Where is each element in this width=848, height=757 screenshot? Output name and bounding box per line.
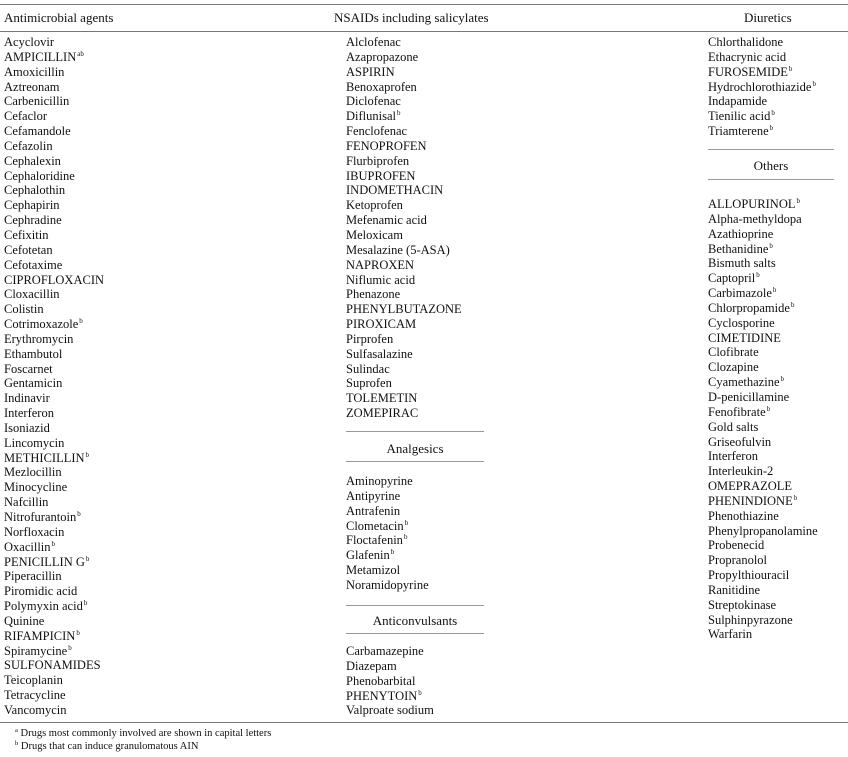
drug-name: Amoxicillin <box>4 64 65 79</box>
drug-item <box>4 555 104 570</box>
drug-item <box>346 347 462 362</box>
drug-name: Phenothiazine <box>708 508 779 523</box>
drug-item <box>708 301 818 316</box>
drug-item <box>708 479 818 494</box>
analgesics-bottom-rule <box>346 461 484 462</box>
drug-name: TOLEMETIN <box>346 391 418 406</box>
footnote-marker: b <box>85 450 90 459</box>
drug-name: Antipyrine <box>346 488 401 503</box>
drug-item <box>708 35 816 50</box>
drug-name: Cyamethazine <box>708 375 780 390</box>
drug-item <box>708 420 818 435</box>
drug-item <box>346 332 462 347</box>
drug-name: NAPROXEN <box>346 257 415 272</box>
drug-name: Flurbiprofen <box>346 153 410 168</box>
drug-name: Aztreonam <box>4 79 60 94</box>
drug-item <box>4 109 104 124</box>
drug-name: Nafcillin <box>4 495 49 510</box>
drug-item <box>708 316 818 331</box>
drug-name: Antrafenin <box>346 503 401 518</box>
drug-item <box>4 183 104 198</box>
drug-item <box>4 569 104 584</box>
drug-name: Colistin <box>4 302 44 317</box>
drug-name: Bethanidine <box>708 241 769 256</box>
drug-item <box>4 525 104 540</box>
others-bottom-rule <box>708 179 834 180</box>
drug-item <box>4 169 104 184</box>
drug-name: Gentamicin <box>4 376 63 391</box>
anticonvulsants-list <box>346 644 434 718</box>
footnote-marker: b <box>796 197 800 205</box>
drug-name: Niflumic acid <box>346 272 416 287</box>
drug-item <box>708 65 816 80</box>
drug-name: Cefazolin <box>4 138 53 153</box>
drug-name: Indapamide <box>708 94 768 109</box>
drug-item <box>346 376 462 391</box>
footnote-marker: b <box>51 539 56 548</box>
footnote-marker: b <box>756 271 760 280</box>
drug-item <box>346 474 429 489</box>
drug-item <box>346 659 434 674</box>
drug-item <box>4 362 104 377</box>
drug-name: Ethacrynic acid <box>708 49 787 64</box>
footnote-marker: b <box>788 64 793 73</box>
drug-name: Nitrofurantoin <box>4 510 77 524</box>
drug-name: Alclofenac <box>346 35 401 49</box>
drug-item <box>4 391 104 406</box>
drug-item <box>708 212 818 227</box>
drug-item <box>346 109 462 124</box>
drug-name: Vancomycin <box>4 702 67 717</box>
drug-name: Mesalazine (5-ASA) <box>346 242 450 257</box>
drug-name: SULFONAMIDES <box>4 658 101 673</box>
drug-item <box>346 124 462 139</box>
drug-item <box>4 510 104 525</box>
drug-item <box>346 139 462 154</box>
drug-item <box>346 287 462 302</box>
subheader-others: Others <box>753 158 789 173</box>
drug-item <box>4 287 104 302</box>
drug-name: Chlorpropamide <box>708 300 790 315</box>
drug-name: Alpha-methyldopa <box>708 211 802 226</box>
drug-name: Norfloxacin <box>4 524 65 539</box>
drug-item <box>346 533 429 548</box>
drug-name: Cefamandole <box>4 124 71 139</box>
drug-name: Pirprofen <box>346 331 394 346</box>
drug-item <box>4 495 104 510</box>
drug-item <box>4 688 104 703</box>
drug-name: Cephradine <box>4 213 62 228</box>
anticonvulsants-bottom-rule <box>346 633 484 634</box>
drug-item <box>708 538 818 553</box>
drug-name: Ranitidine <box>708 582 761 597</box>
drug-item <box>4 658 104 673</box>
footnote-a <box>14 727 271 740</box>
drug-item <box>4 465 104 480</box>
footnote-b-mark: b <box>15 740 19 747</box>
drug-item <box>4 50 104 65</box>
drug-name: Carbamazepine <box>346 644 424 658</box>
drug-name: Diflunisal <box>346 109 396 124</box>
drug-item <box>346 213 462 228</box>
footnote-marker: b <box>772 286 777 295</box>
footnote-marker: b <box>418 688 422 697</box>
subheader-analgesics: Analgesics <box>386 441 444 456</box>
drug-name: Lincomycin <box>4 435 65 450</box>
footnote-a-mark: a <box>15 727 18 734</box>
drug-item <box>4 614 104 629</box>
drug-item <box>708 568 818 583</box>
drug-name: Tienilic acid <box>708 109 771 124</box>
footnote-marker: b <box>769 241 773 250</box>
drug-item <box>708 405 818 420</box>
drug-item <box>346 406 462 421</box>
drug-name: Interferon <box>708 449 758 464</box>
footnote-a-text: Drugs most commonly involved are shown in capital letters <box>20 728 272 739</box>
drug-item <box>346 183 462 198</box>
drug-name: Azapropazone <box>346 49 419 64</box>
drug-name: Cephapirin <box>4 198 60 213</box>
drug-item <box>4 273 104 288</box>
drug-item <box>346 169 462 184</box>
drug-name: ASPIRIN <box>346 64 395 79</box>
drug-name: Clofibrate <box>708 345 759 360</box>
drug-item <box>708 50 816 65</box>
drug-item <box>708 583 818 598</box>
drug-item <box>4 65 104 80</box>
drug-item <box>708 286 818 301</box>
header-antimicrobial: Antimicrobial agents <box>4 10 114 25</box>
drug-name: Cotrimoxazole <box>4 317 79 332</box>
footnote-marker: b <box>793 493 798 502</box>
drug-item <box>4 376 104 391</box>
drug-item <box>4 629 104 644</box>
drug-item <box>708 494 818 509</box>
footnote-marker: b <box>397 109 401 118</box>
drug-item <box>346 35 462 50</box>
drug-item <box>708 613 818 628</box>
footnote-b-text: Drugs that can induce granulomatous AIN <box>20 741 199 752</box>
drug-name: Benoxaprofen <box>346 79 417 94</box>
drug-item <box>346 273 462 288</box>
drug-name: Sulfasalazine <box>346 346 413 361</box>
footnote-marker: b <box>68 643 72 652</box>
drug-name: Cephalothin <box>4 183 66 198</box>
footnote-marker: b <box>769 124 774 133</box>
drug-name: Piperacillin <box>4 569 62 584</box>
drug-item <box>4 673 104 688</box>
footnote-b <box>14 740 198 753</box>
drug-name: Fenofibrate <box>708 404 766 419</box>
drug-item <box>4 258 104 273</box>
drug-name: Propranolol <box>708 553 768 568</box>
drug-name: RIFAMPICIN <box>4 628 76 643</box>
drug-item <box>708 524 818 539</box>
drug-name: Mefenamic acid <box>346 213 427 228</box>
drug-name: Phenobarbital <box>346 673 416 688</box>
header-bottom-rule <box>0 31 848 32</box>
drug-name: D-penicillamine <box>708 389 790 404</box>
drug-name: Isoniazid <box>4 420 50 435</box>
drug-name: Erythromycin <box>4 331 74 346</box>
drug-name: Interleukin-2 <box>708 464 774 479</box>
drug-item <box>708 256 818 271</box>
drug-name: METHICILLIN <box>4 450 85 465</box>
header-nsaids: NSAIDs including salicylates <box>334 10 489 25</box>
drug-item <box>4 599 104 614</box>
drug-name: Valproate sodium <box>346 703 434 718</box>
drug-name: Cephaloridine <box>4 168 75 183</box>
drug-item <box>4 451 104 466</box>
drug-name: Oxacillin <box>4 539 51 554</box>
drug-name: Floctafenin <box>346 533 403 548</box>
drug-item <box>4 703 104 718</box>
drug-name: Metamizol <box>346 563 401 578</box>
footnote-marker: b <box>390 548 395 557</box>
drug-name: Meloxicam <box>346 227 403 242</box>
drug-item <box>708 109 816 124</box>
footnote-marker: b <box>812 79 816 88</box>
footnote-marker: b <box>83 599 88 608</box>
drug-name: Bismuth salts <box>708 256 776 271</box>
drug-name: OMEPRAZOLE <box>708 479 793 494</box>
drug-name: Interferon <box>4 406 54 421</box>
drug-name: Clozapine <box>708 360 759 375</box>
drug-item <box>708 435 818 450</box>
drug-item <box>346 94 462 109</box>
drug-name: Minocycline <box>4 480 68 495</box>
drug-name: PIROXICAM <box>346 317 417 332</box>
footnote-marker: b <box>79 317 83 326</box>
drug-name: Tetracycline <box>4 688 66 703</box>
drug-name: FUROSEMIDE <box>708 64 788 79</box>
drug-item <box>708 271 818 286</box>
drug-name: INDOMETHACIN <box>346 183 444 198</box>
drug-item <box>4 584 104 599</box>
footnote-marker: b <box>85 554 90 563</box>
drug-item <box>346 80 462 95</box>
drug-name: Cephalexin <box>4 153 61 168</box>
drug-name: Carbimazole <box>708 286 772 301</box>
drug-item <box>708 375 818 390</box>
table-top-rule <box>0 4 848 5</box>
drug-name: Clometacin <box>346 518 404 533</box>
drug-item <box>346 703 434 718</box>
drug-item <box>4 154 104 169</box>
drug-name: Ketoprofen <box>346 198 403 213</box>
drug-name: Cefotetan <box>4 242 53 257</box>
drug-name: Piromidic acid <box>4 584 78 599</box>
drug-item <box>708 242 818 257</box>
drug-item <box>346 258 462 273</box>
drug-item <box>4 243 104 258</box>
drug-item <box>4 139 104 154</box>
drug-name: Diclofenac <box>346 94 401 109</box>
drug-name: ZOMEPIRAC <box>346 406 419 421</box>
drug-item <box>4 317 104 332</box>
drug-name: AMPICILLIN <box>4 49 77 64</box>
drug-item <box>708 553 818 568</box>
drug-name: Cyclosporine <box>708 315 775 330</box>
drug-name: PENICILLIN G <box>4 554 85 569</box>
drug-item <box>4 302 104 317</box>
drug-item <box>346 317 462 332</box>
drug-item <box>708 509 818 524</box>
drug-name: Warfarin <box>708 627 753 642</box>
drug-item <box>4 80 104 95</box>
header-diuretics: Diuretics <box>744 10 792 25</box>
drug-item <box>708 227 818 242</box>
drug-item <box>708 94 816 109</box>
drug-item <box>4 540 104 555</box>
footnote-marker: b <box>780 375 784 384</box>
drug-item <box>346 362 462 377</box>
drug-item <box>346 154 462 169</box>
drug-name: Glafenin <box>346 548 390 563</box>
drug-name: Polymyxin acid <box>4 599 83 614</box>
drug-item <box>708 390 818 405</box>
footnote-marker: b <box>77 510 81 518</box>
drug-item <box>708 124 816 139</box>
drug-item <box>4 332 104 347</box>
drug-item <box>346 391 462 406</box>
drug-name: Spiramycine <box>4 643 68 658</box>
drug-item <box>4 94 104 109</box>
drug-name: Foscarnet <box>4 361 53 376</box>
drug-name: Triamterene <box>708 124 769 139</box>
drug-name: Cefaclor <box>4 109 48 124</box>
drug-name: Phenylpropanolamine <box>708 523 818 538</box>
drug-name: CIPROFLOXACIN <box>4 272 105 287</box>
drug-item <box>346 689 434 704</box>
antimicrobial-list <box>4 35 104 718</box>
drug-item <box>346 243 462 258</box>
drug-item <box>708 80 816 95</box>
others-list <box>708 197 818 642</box>
drug-item <box>708 331 818 346</box>
drug-name: Probenecid <box>708 538 765 553</box>
drug-name: Mezlocillin <box>4 465 62 480</box>
footnote-marker: b <box>403 533 408 542</box>
drug-item <box>346 65 462 80</box>
drug-name: Quinine <box>4 613 45 628</box>
drug-item <box>708 449 818 464</box>
drug-item <box>708 360 818 375</box>
drug-name: Streptokinase <box>708 597 777 612</box>
analgesics-list <box>346 474 429 593</box>
drug-name: Aminopyrine <box>346 474 413 488</box>
drug-name: Griseofulvin <box>708 434 772 449</box>
drug-name: Chlorthalidone <box>708 35 783 49</box>
drug-item <box>4 124 104 139</box>
others-top-rule <box>708 149 834 150</box>
drug-item <box>346 198 462 213</box>
drug-item <box>4 198 104 213</box>
drug-name: FENOPROFEN <box>346 138 427 153</box>
drug-item <box>708 598 818 613</box>
subheader-anticonvulsants: Anticonvulsants <box>372 613 458 628</box>
drug-name: Diazepam <box>346 658 397 673</box>
drug-name: Propylthiouracil <box>708 568 790 583</box>
drug-item <box>346 578 429 593</box>
drug-item <box>4 480 104 495</box>
drug-item <box>346 50 462 65</box>
footnote-marker: b <box>404 518 409 527</box>
drug-name: Sulindac <box>346 361 390 376</box>
drug-name: Cefotaxime <box>4 257 63 272</box>
footnote-marker: ab <box>77 49 84 58</box>
drug-item <box>708 464 818 479</box>
footnote-marker: b <box>790 300 795 309</box>
drug-name: PHENYTOIN <box>346 688 418 703</box>
drug-item <box>346 489 429 504</box>
drug-item <box>346 563 429 578</box>
drug-item <box>4 421 104 436</box>
drug-name: Sulphinpyrazone <box>708 612 793 627</box>
drug-name: PHENINDIONE <box>708 493 793 508</box>
drug-item <box>4 347 104 362</box>
drug-item <box>708 345 818 360</box>
footnote-marker: b <box>766 404 771 413</box>
drug-name: Hydrochlorothiazide <box>708 79 812 94</box>
drug-item <box>4 35 104 50</box>
drug-item <box>4 228 104 243</box>
drug-item <box>346 519 429 534</box>
table-bottom-rule <box>0 722 848 723</box>
drug-item <box>4 644 104 659</box>
drug-name: Cefixitin <box>4 227 49 242</box>
drug-item <box>708 197 818 212</box>
drug-item <box>708 627 818 642</box>
analgesics-top-rule <box>346 431 484 432</box>
drug-item <box>4 436 104 451</box>
drug-item <box>346 644 434 659</box>
footnote-marker: b <box>771 109 775 118</box>
drug-name: Azathioprine <box>708 226 774 241</box>
anticonvulsants-top-rule <box>346 605 484 606</box>
drug-name: ALLOPURINOL <box>708 197 796 211</box>
drug-name: Gold salts <box>708 419 759 434</box>
drug-name: Teicoplanin <box>4 673 63 688</box>
drug-name: Phenazone <box>346 287 401 302</box>
drug-item <box>346 674 434 689</box>
drug-name: CIMETIDINE <box>708 330 781 345</box>
drug-name: Cloxacillin <box>4 287 60 302</box>
drug-name: Carbenicillin <box>4 94 70 109</box>
footnote-marker: b <box>76 628 80 637</box>
drug-name: Indinavir <box>4 391 50 406</box>
drug-name: Captopril <box>708 271 756 286</box>
diuretics-list <box>708 35 816 139</box>
drug-item <box>346 228 462 243</box>
drug-item <box>4 213 104 228</box>
drug-name: Ethambutol <box>4 346 63 361</box>
drug-name: IBUPROFEN <box>346 168 416 183</box>
drug-item <box>346 302 462 317</box>
drug-name: Noramidopyrine <box>346 577 429 592</box>
drug-item <box>346 504 429 519</box>
nsaids-list <box>346 35 462 421</box>
drug-name: PHENYLBUTAZONE <box>346 302 462 317</box>
drug-name: Acyclovir <box>4 35 54 49</box>
drug-name: Fenclofenac <box>346 124 408 139</box>
drug-item <box>346 548 429 563</box>
drug-name: Suprofen <box>346 376 392 391</box>
drug-item <box>4 406 104 421</box>
